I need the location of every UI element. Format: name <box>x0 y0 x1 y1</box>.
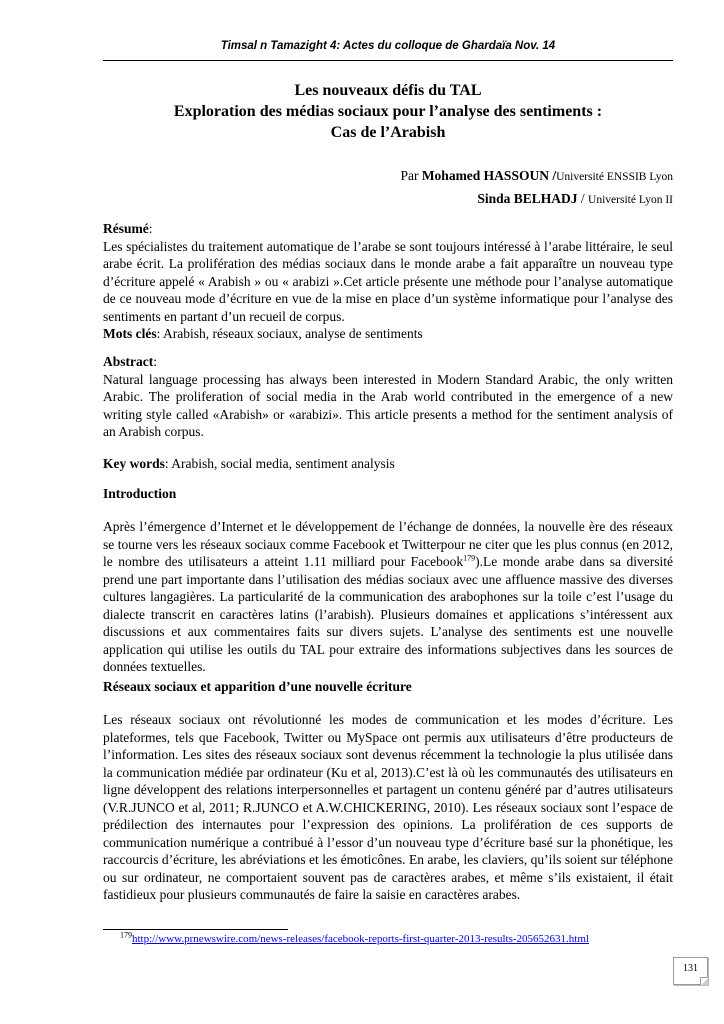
resume-colon: : <box>148 221 153 236</box>
author-prefix: Par <box>400 168 422 183</box>
resume-text: Les spécialistes du traitement automatique de l’arabe se sont toujours intéressé à l’arabe littéraire, le seul arabe écrit. La prolifération des médias sociaux dans le monde arabe a fait apparaître un nouveau type d’écriture appelé « Arabish » ou « arabizi ».Cet article présente une méthode pour l’analyse automatique de ce nouveau mode d’écriture en vue de la mise en place d’un système informatique pour l’analyse des sentiments en partant d’un recueil de corpus. <box>103 238 673 324</box>
intro-text-part-1: Après l’émergence d’Internet et le développement de l’échange de données, la nouvelle ère des réseaux se tourne vers les réseaux sociaux comme Facebook et Twitterpour ne citer que les plus connus (en 2012, le nombre des utilisateurs a atteint 1.11 milliard pour Facebook <box>103 519 673 569</box>
intro-text-part-2: ).Le monde arabe dans sa diversité prend une part importante dans l’utilisation des médias sociaux avec une affluence massive des diverses cultures langagières. La particularité de la communication des arabophones sur la toile c’est l’usage du dialecte transcrit en caractères latins (l’arabish). Plusieurs domaines et applications s’intéressent aux discussions et aux commentaires faits sur divers sujets. L’analyse des sentiments est une nouvelle application qui utilise les outils du TAL pour extraire des informations subjectives dans les sources de données textuelles. <box>103 554 673 674</box>
footnote-number: 179 <box>120 930 132 940</box>
footnote-reference[interactable]: 179 <box>463 553 476 563</box>
introduction-text <box>103 518 673 676</box>
header-rule <box>103 60 673 61</box>
author-2-affiliation: Université Lyon II <box>588 194 673 206</box>
paper-title <box>103 80 673 143</box>
abstract-text: Natural language processing has always been interested in Modern Standard Arabic, the only written Arabic. The proliferation of social media in the Arab world contributed in the emergence of a new writing style called «Arabish» or «arabizi». This article presents a method for the sentiment analysis of an Arabish corpus. <box>103 371 673 439</box>
key-words-line <box>103 455 673 473</box>
introduction-heading: Introduction <box>103 486 177 501</box>
footnote-link[interactable]: http://www.prnewswire.com/news-releases/facebook-reports-first-quarter-2013-results-205652631.html <box>132 933 589 945</box>
author-2-name: Sinda BELHADJ <box>477 191 578 206</box>
title-line-2: Exploration des médias sociaux pour l’analyse des sentiments : <box>173 103 603 120</box>
mots-cles-label: Mots clés <box>103 326 157 341</box>
author-1-affiliation: Université ENSSIB Lyon <box>556 171 673 183</box>
abstract-label: Abstract <box>103 354 154 369</box>
resume-label: Résumé <box>103 221 149 236</box>
author-line-2 <box>103 188 673 211</box>
author-line-1 <box>103 165 673 188</box>
abstract-heading <box>103 353 673 371</box>
section-2-heading: Réseaux sociaux et apparition d’une nouvelle écriture <box>103 679 412 694</box>
title-line-3: Cas de l’Arabish <box>330 124 446 141</box>
abstract-section <box>103 353 673 441</box>
title-line-1: Les nouveaux défis du TAL <box>294 82 482 99</box>
section-2-text: Les réseaux sociaux ont révolutionné les modes de communication et les modes d’écriture. Les plateformes, tels que Facebook, Twitter ou MySpace ont permis aux utilisateurs d’être producteurs de l’information. Les sites des réseaux sociaux sont devenus récemment la technologie la plus utilisée dans la communication médiée par ordinateur (Ku et al, 2013).C’est là où les communautés des utilisateurs en ligne développent des relations interpersonnelles et partagent un contenu généré par d’autres utilisateurs (V.R.JUNCO et al, 2011; R.JUNCO et A.W.CHICKERING, 2010). Les réseaux sociaux sont l’espace de prédilection des internautes pour l’expression des opinions. La prolifération de ces supports de communication numérique a contribué à l’essor d’un nouveau type d’écriture basé sur la phonétique, les raccourcis d’écriture, les abréviations et les émoticônes. En arabe, les claviers, qu’ils soient sur téléphone ou sur ordinateur, ne comportaient souvent pas de caractères arabes, et même s’ils existaient, il était fastidieux pour plusieurs communautés de faire la saisie en caractères arabes. <box>103 712 673 902</box>
abstract-colon: : <box>153 354 158 369</box>
footnote <box>120 930 589 945</box>
running-header: Timsal n Tamazight 4: Actes du colloque de Ghardaïa Nov. 14 <box>220 40 556 52</box>
page-number: 131 <box>673 957 708 985</box>
author-2-separator: / <box>577 191 589 206</box>
resume-heading <box>103 220 673 238</box>
key-words-text: : Arabish, social media, sentiment analysis <box>164 456 395 471</box>
mots-cles-text: : Arabish, réseaux sociaux, analyse de sentiments <box>156 326 423 341</box>
mots-cles-line <box>103 325 673 343</box>
resume-section <box>103 220 673 343</box>
author-1-name: Mohamed HASSOUN / <box>421 168 557 183</box>
author-block <box>103 165 673 211</box>
key-words-label: Key words <box>103 456 165 471</box>
